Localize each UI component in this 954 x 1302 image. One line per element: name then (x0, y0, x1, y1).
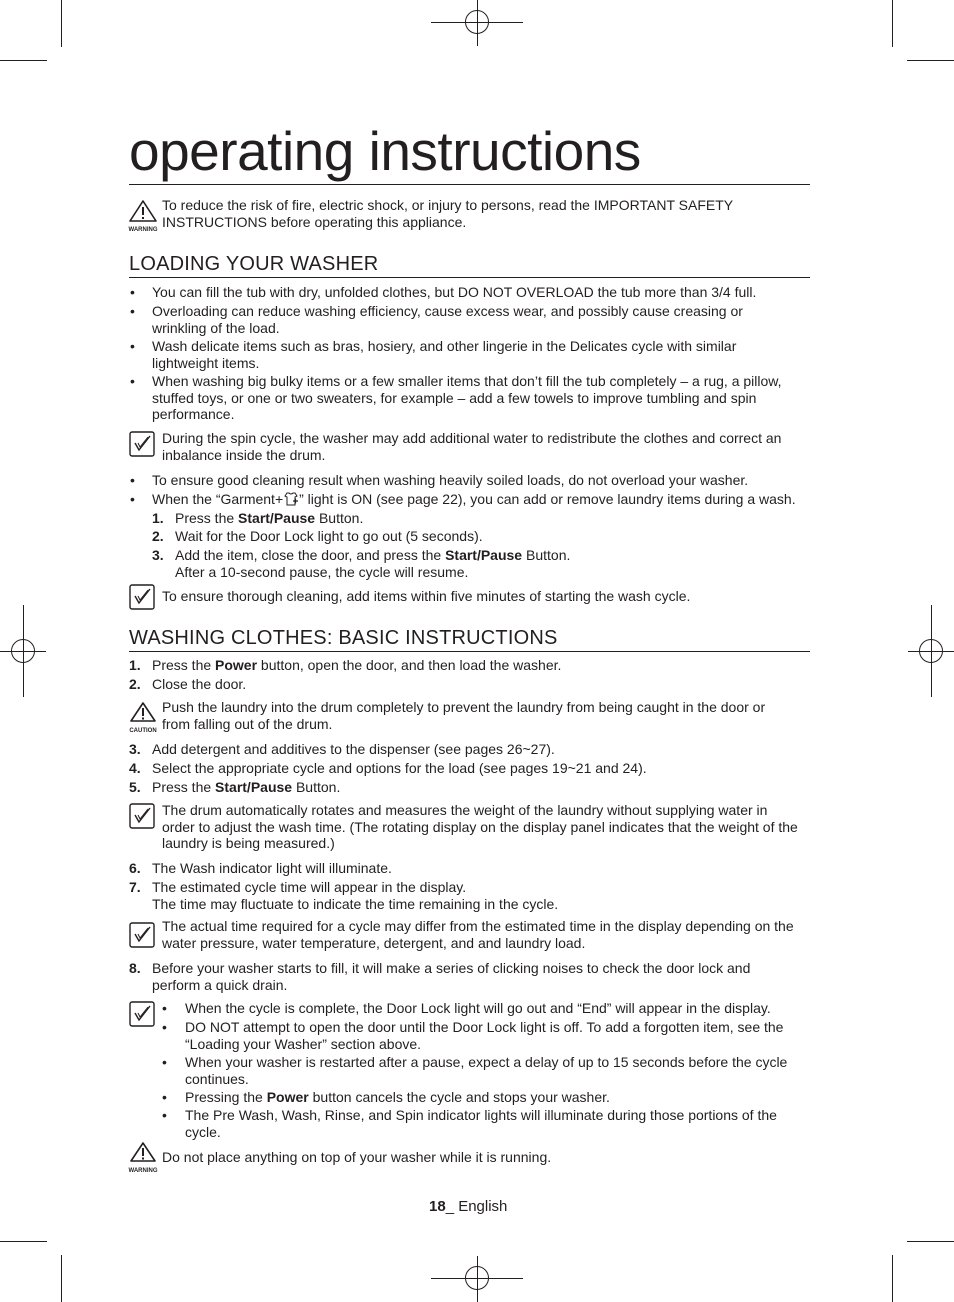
step-8: Before your washer starts to fill, it will make a series of clicking noises to check the door lock and perform a quick drain. (152, 960, 751, 993)
step-5: Press the Start/Pause Button. (152, 779, 341, 795)
crop-mark (892, 1255, 893, 1302)
list-item: When washing big bulky items or a few smaller items that don’t fill the tub completely – a rug, a pillow, stuffed toys, or one or two sweaters, for example – add a few towels to improve tumbling and spin performance. (152, 373, 782, 423)
caution-icon: CAUTION (127, 701, 159, 735)
crop-mark (907, 60, 954, 61)
step-6: The Wash indicator light will illuminate. (152, 860, 392, 876)
warning-icon: WARNING (127, 1141, 159, 1175)
list-item: When the “Garment+ ” light is ON (see page 22), you can add or remove laundry items during a wash. (152, 491, 822, 511)
list-item: The Pre Wash, Wash, Rinse, and Spin indicator lights will illuminate during those portions of the cycle. (185, 1107, 777, 1140)
list-item: To ensure good cleaning result when washing heavily soiled loads, do not overload your washer. (152, 472, 749, 488)
garment-plus-icon (283, 491, 299, 511)
crop-mark (892, 0, 893, 47)
note-icon (129, 584, 155, 615)
crop-mark (0, 60, 47, 61)
page-number: 18 (429, 1198, 446, 1215)
step-4: Select the appropriate cycle and options for the load (see pages 19~21 and 24). (152, 760, 647, 776)
warning-text: Do not place anything on top of your washer while it is running. (162, 1149, 552, 1165)
list-item: Overloading can reduce washing efficiency, cause excess wear, and possibly cause creasing or wrinkling of the load. (152, 303, 743, 336)
note-icon (129, 803, 155, 834)
list-item: You can fill the tub with dry, unfolded clothes, but DO NOT OVERLOAD the tub more than 3/4 full. (152, 284, 757, 300)
crop-mark (61, 0, 62, 47)
note-text: During the spin cycle, the washer may add additional water to redistribute the clothes and correct an inbalance inside the drum. (162, 430, 782, 463)
crop-mark (61, 1255, 62, 1302)
step-2: Wait for the Door Lock light to go out (5 seconds). (175, 528, 483, 544)
list-item: DO NOT attempt to open the door until the Door Lock light is off. To add a forgotten item, see the “Loading your Washer” section above. (185, 1019, 784, 1052)
note-icon (129, 1001, 155, 1032)
step-1: Press the Power button, open the door, and then load the washer. (152, 657, 562, 673)
section-heading-washing: WASHING CLOTHES: BASIC INSTRUCTIONS (129, 626, 810, 652)
footer-language: _ English (445, 1198, 508, 1215)
safety-warning-text: To reduce the risk of fire, electric shock, or injury to persons, read the IMPORTANT SAFETY INSTRUCTIONS before operating this appliance. (162, 197, 734, 230)
section-heading-loading: LOADING YOUR WASHER (129, 252, 810, 278)
list-item: When your washer is restarted after a pause, expect a delay of up to 15 seconds before the cycle continues. (185, 1054, 788, 1087)
step-2: Close the door. (152, 676, 247, 692)
list-item: Wash delicate items such as bras, hosiery, and other lingerie in the Delicates cycle with similar lightweight items. (152, 338, 737, 371)
note-text: The drum automatically rotates and measures the weight of the laundry without supplying water in order to adjust the wash time. (The rotating display on the display panel indicates that the weight of the laundry is being measured.) (162, 802, 798, 852)
page-title: operating instructions (129, 118, 810, 185)
step-7: The estimated cycle time will appear in the display. The time may fluctuate to indicate the time remaining in the cycle. (152, 879, 559, 912)
step-3: Add the item, close the door, and press the Start/Pause Button. After a 10-second pause, the cycle will resume. (175, 547, 571, 580)
crop-mark (0, 1241, 47, 1242)
note-icon (129, 431, 155, 462)
page-footer (429, 1198, 507, 1216)
note-text: The actual time required for a cycle may differ from the estimated time in the display depending on the water pressure, water temperature, detergent, and and laundry load. (162, 918, 794, 951)
step-3: Add detergent and additives to the dispenser (see pages 26~27). (152, 741, 555, 757)
caution-text: Push the laundry into the drum completely to prevent the laundry from being caught in the door or from falling out of the drum. (162, 699, 766, 732)
note-text: To ensure thorough cleaning, add items within five minutes of starting the wash cycle. (162, 588, 691, 604)
crop-mark (907, 1241, 954, 1242)
warning-icon: WARNING (127, 199, 159, 231)
list-item: When the cycle is complete, the Door Lock light will go out and “End” will appear in the display. (185, 1000, 771, 1016)
note-icon (129, 922, 155, 953)
list-item: Pressing the Power button cancels the cycle and stops your washer. (185, 1089, 610, 1105)
step-1: Press the Start/Pause Button. (175, 510, 364, 526)
